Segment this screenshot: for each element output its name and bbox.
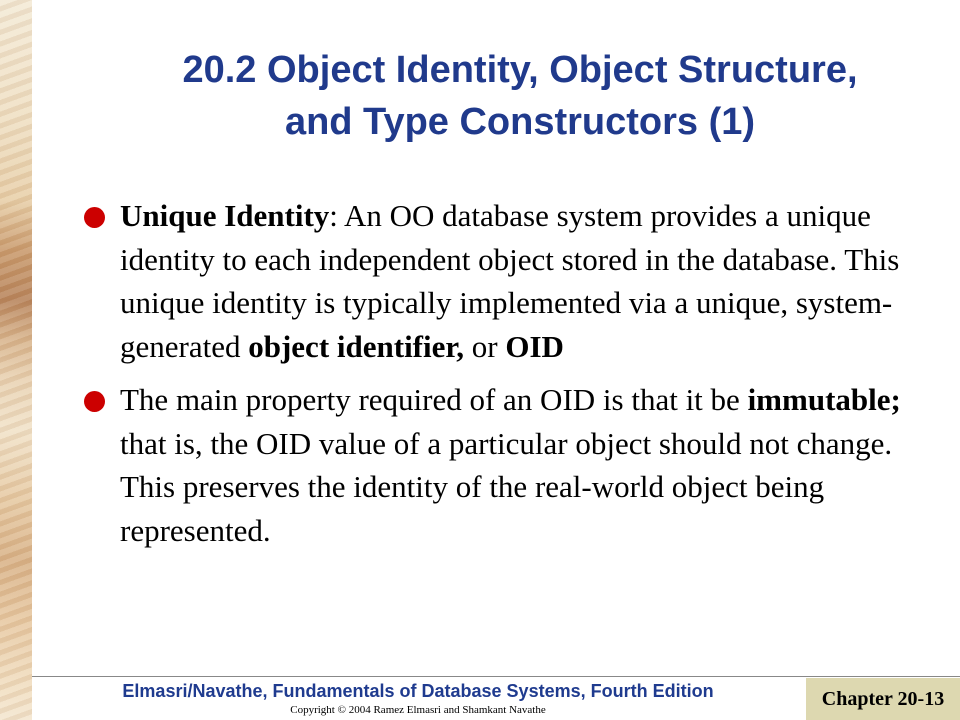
footer-copyright: Copyright © 2004 Ramez Elmasri and Shamkant Navathe: [290, 704, 546, 716]
bullet-text: [120, 382, 901, 548]
slide-title-line-2: and Type Constructors (1): [284, 101, 756, 143]
bullet-dot-icon: [84, 207, 105, 228]
bullet-text-bold: OID: [505, 328, 564, 364]
bullet-text: [120, 198, 899, 364]
bullet-dot-icon: [84, 391, 105, 412]
bullet-text-plain: or: [464, 328, 506, 364]
footer-book-title: Elmasri/Navathe, Fundamentals of Database Systems, Fourth Edition: [122, 681, 714, 701]
bullet-text-bold: object identifier,: [248, 328, 465, 364]
footer-divider: [32, 676, 960, 677]
slide-title: [90, 44, 950, 148]
bullet-text-bold: immutable;: [747, 382, 901, 417]
bullet-item: [84, 194, 904, 368]
chapter-page-badge: Chapter 20-13: [806, 678, 960, 720]
bullet-text-bold: Unique Identity: [120, 198, 330, 233]
slide-title-line-1: 20.2 Object Identity, Object Structure,: [182, 49, 858, 91]
bullet-text-plain: : An OO database system provides a unique identity to each independent object stored in the database. This unique identity is typically implemented via a unique, system-generated: [120, 198, 900, 364]
bullet-text-plain: The main property required of an OID is that it be: [120, 382, 748, 417]
bullet-list: [84, 194, 904, 562]
bullet-item: [84, 378, 904, 552]
bullet-text-plain: that is, the OID value of a particular object should not change. This preserves the identity of the real-world object being represented.: [120, 425, 893, 548]
decorative-side-image: [0, 0, 32, 720]
